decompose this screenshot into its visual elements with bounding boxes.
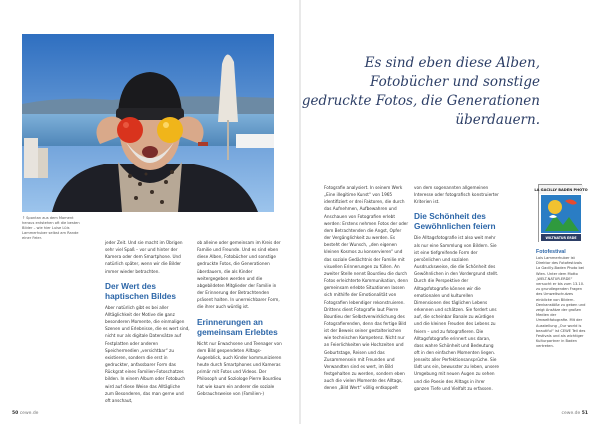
feature-photo (22, 34, 274, 212)
paragraph: jeder Zeit. Und sie macht im Übrigen sehr viel Spaß – vor und hinter der Kamera oder dem Smartphone. Und natürlich später, wenn wir die Bilder immer wieder betrachten. (105, 240, 183, 274)
right-page (300, 0, 600, 424)
footer-site: cewe.de (561, 411, 581, 416)
page-number: 50 (12, 411, 19, 416)
poster-subtitle: WILTNATUR ERDE (545, 236, 577, 241)
sidebar-title: Fotofestival (536, 249, 566, 255)
photo-illustration (22, 34, 274, 212)
sidebar-box (536, 184, 586, 350)
pull-quote: Es sind eben diese Alben, Fotobücher und sonstige gedruckte Fotos, die Generationen überdauern. (301, 55, 540, 128)
footer-left (12, 411, 38, 416)
section-heading: Die Schönheit des Gewöhnlichen feiern (414, 211, 496, 232)
sidebar-text: Lois Lammerhuber ist Direktor des Fotofestivals La Gacilly-Baden Photo bei Wien. Unter dem Motto „WELT.NATUR.ERDE“ versucht er bis zum 13.10. zu grundlegenden Fragen des Umweltschutzes einblicke von Bildern. Denkanstöße zu geben und zeigt Ansätze der großen Medien der Umweltfotografie. Mit der Ausstellung „Our world is beautiful“ ist CEWE Teil des Festivals und als wichtiger Kulturpartner in Baden vertreten. (536, 256, 586, 349)
poster-title: LA GACILLY BADEN PHOTO (534, 188, 588, 192)
paragraph: Nicht nur Erwachsene und Teenager von dem Bild gespendeten Alltags-Augenblick, auch Kinder kommunizieren heute durch Smartphones und Kameras primär mit Fotos und Videos. Der Philosoph und Soziologe Pierre Bourdieu hat wie kaum ein anderer die soziale Gebrauchsweise von (Familien-) (197, 340, 282, 396)
column-right-2 (414, 184, 499, 392)
festival-poster (534, 184, 588, 242)
paragraph: ob alleine oder gemeinsam im Kreis der Familie und Freunde. Und es sind eben diese Alben, Fotobücher und sonstige gedruckte Fotos, die Generationen überdauern, die als Kinder weitergegeben werden und die abgebildeten Mitglieder der Familie in der Erinnerung der Betrachtenden präsent halten. In unerreichbarer Form, die ihrer auch würdig ist. (197, 240, 281, 310)
page-number: 51 (581, 411, 588, 416)
paragraph: von dem sogenannten allgemeinen Interesse oder fotografisch konstruierter Kriterien ist. (414, 185, 499, 205)
section-heading: Der Wert des haptischen Bildes (105, 280, 177, 301)
paragraph: Fotografie analysiert. In seinem Werk „Eine illegitime Kunst“ von 1965 identifiziert er drei Faktoren, die durch das Aufnehmen, Aufbewahren und Anschauen von Fotografien erlebt werden: Erstens nehmen Fotos der oder dem Betrachtenden die Angst, Opfer der Vergänglichkeit zu werden. Es besteht der Wunsch, „den eigenen kleinen Kosmos zu konservieren“ und das soziale Gedächtnis der Familie mit visuellen Erinnerungen zu füllen. An zweiter Stelle nennt Bourdieu die durch Fotos erleichterte Kommunikation, denn gemeinsam erlebte Situationen lassen sich mithilfe der Emotionalität von Fotografien lebendiger rekonstruieren. Drittens dient Fotografie laut Pierre Bourdieu der Selbstverwirklichung des Fotografierenden, denn das fertige Bild ist der Beweis seiner gestalterischen wie technischen Kompetenz. Nicht nur an Feierlichkeiten wie Hochzeiten und Geburtstage, Reisen und das Zusammensein mit Freunden und Verwandten sind es wert, im Bild festgehalten zu werden, sondern eben auch die vielen Momente des Alltags, denen „Bild Wert“ völlig entkoppelt (324, 185, 409, 391)
poster-illustration (534, 185, 588, 243)
paragraph: Die Alltagsfotografie ist also weit mehr als nur eine Sammlung von Bildern. Sie ist eine tiefgreifende Form der persönlichen und sozialen Ausdrucksweise, die die Schönheit des Gewöhnlichen in den Vordergrund stellt. Durch die Perspektive der Alltagsfotografie können wir die emotionalen und kulturellen Dimensionen des täglichen Lebens erkennen und schätzen. Sie fordert uns auf, die scheinbar Banale zu würdigen und die kleinen Freuden des Lebens zu feiern – und zu fotografieren. Die Alltagsfotografie erinnert uns daran, dass wahre Schönheit und Bedeutung oft in den einfachen Momenten liegen. Jenseits aller Perfektionsansprüche. Sie lädt uns ein, bewusster zu leben, unsere Umgebung mit neuen Augen zu sehen und die Poesie des Alltags in ihrer ganzen Tiefe und Vielfalt zu erfassen. (414, 235, 499, 391)
section-heading: Erinnerungen an gemeinsam Erlebtes (197, 316, 278, 337)
column-left-2 (197, 239, 282, 397)
paragraph: Aber natürlich gibt es bei aller Alltäglichkeit der Motive die ganz besonderen Momente, die einmaligen Szenen und Erlebnisse, die es wert sind, nicht nur als digitale Datensätze auf Festplatten oder anderen Speichermedien „versichtbar“ zu existieren, sondern die erst in gedruckter, anfassbarer Form das Rückgrat eines Familien-Fotoschatzes bilden. In einem Album oder Fotobuch wird auf diese Weise das Alltägliche zum Besonderen, das man gerne und oft anschaut, (105, 304, 190, 403)
footer-right (562, 411, 588, 416)
column-right-1 (324, 184, 409, 392)
column-left-1 (105, 239, 190, 404)
footer-site: cewe.de (19, 411, 39, 416)
photo-caption: ↑ Spontan aus dem Moment heraus entstehen oft die besten Bilder – wie hier Luise Lüis Lammerhuber selbst am Rande einer Feier. (22, 216, 80, 240)
